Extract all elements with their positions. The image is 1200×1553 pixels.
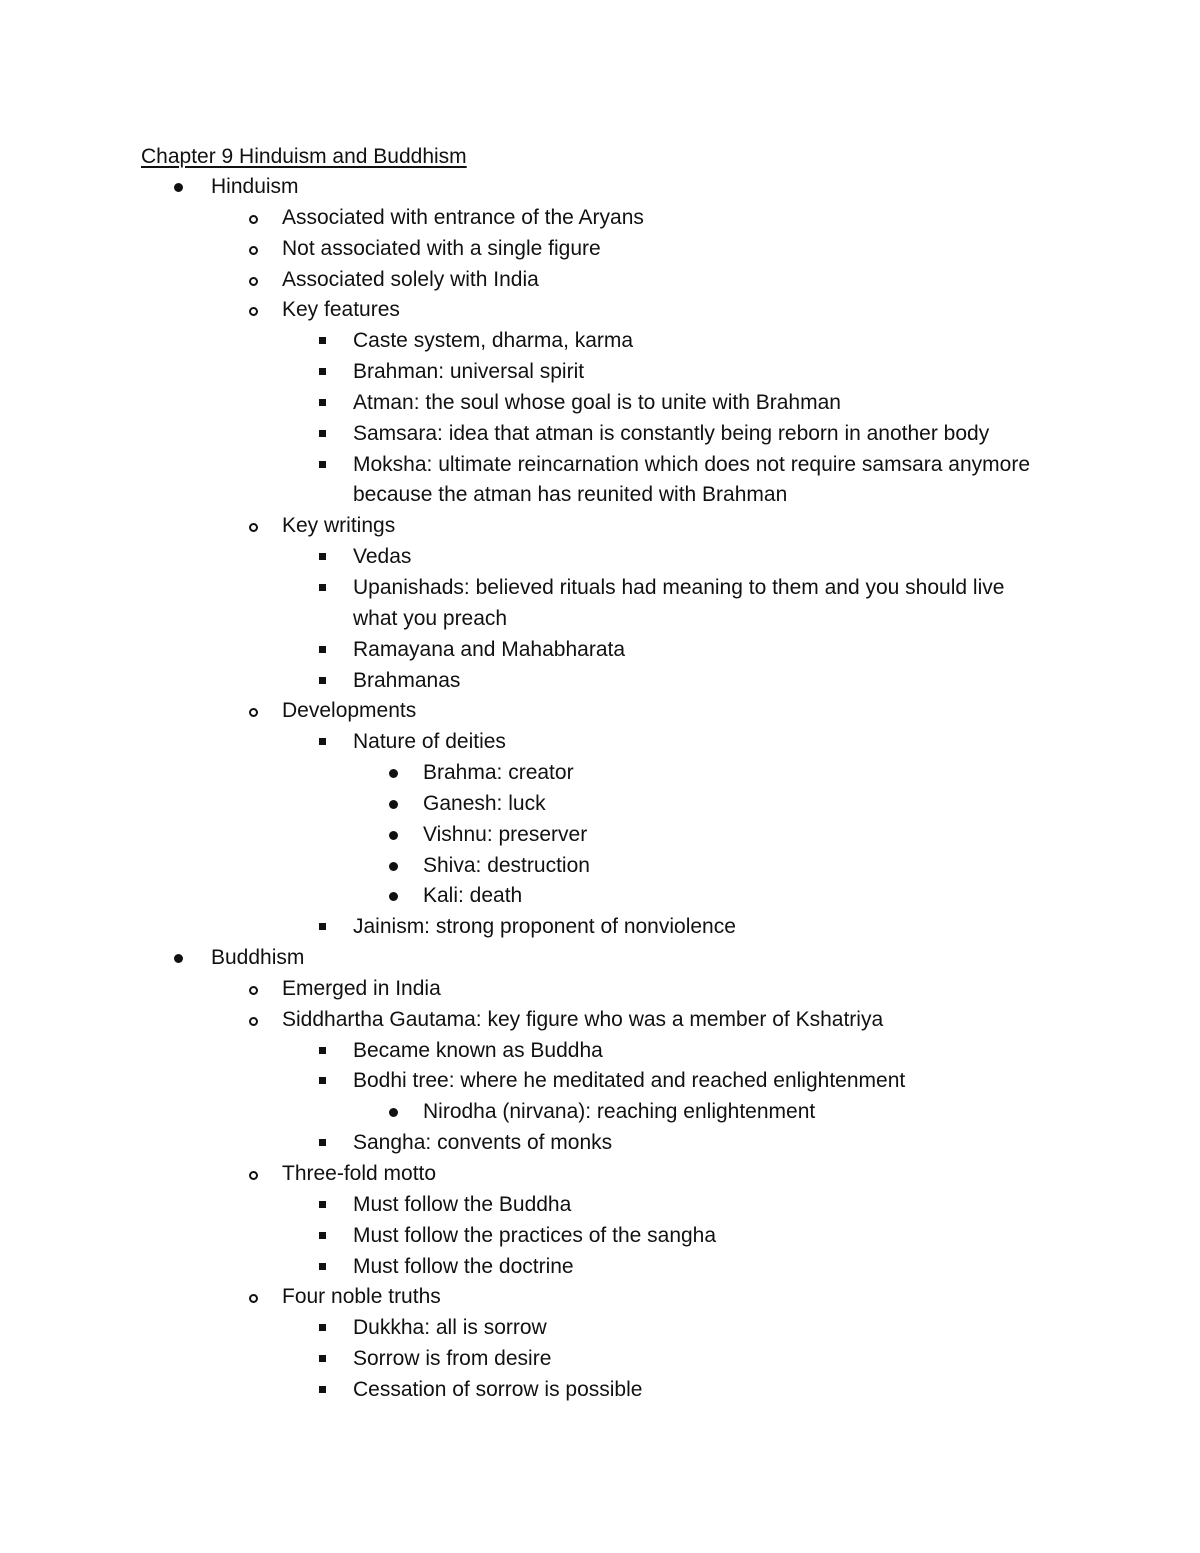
square-bullet-icon bbox=[316, 635, 336, 666]
outline-item-line: Shiva: destruction bbox=[423, 853, 590, 877]
hollow-circle-bullet-icon bbox=[246, 696, 266, 727]
outline-item-text bbox=[282, 234, 601, 265]
outline-item-line: Vedas bbox=[353, 545, 412, 569]
outline-item-line: Became known as Buddha bbox=[353, 1038, 603, 1062]
outline-item-level-3 bbox=[0, 1066, 1200, 1097]
square-bullet-icon bbox=[316, 388, 336, 419]
square-bullet-icon bbox=[316, 326, 336, 357]
outline-item-line: Brahmanas bbox=[353, 668, 461, 692]
square-bullet-icon bbox=[316, 912, 336, 943]
hollow-circle-bullet-icon bbox=[246, 203, 266, 234]
outline-item-text bbox=[353, 1344, 551, 1375]
square-bullet-icon bbox=[316, 1066, 336, 1097]
filled-circle-bullet-icon bbox=[387, 851, 407, 882]
square-bullet-icon bbox=[316, 1344, 336, 1375]
outline-item-text bbox=[353, 1313, 547, 1344]
outline-item-text bbox=[423, 1097, 815, 1128]
outline-item-line: Siddhartha Gautama: key figure who was a member of Kshatriya bbox=[282, 1007, 884, 1031]
outline-item-text bbox=[423, 881, 522, 912]
square-bullet-icon bbox=[316, 542, 336, 573]
outline-item-level-3 bbox=[0, 1190, 1200, 1221]
square-bullet-icon bbox=[316, 419, 336, 450]
outline-item-line: Kali: death bbox=[423, 884, 523, 908]
square-bullet-icon bbox=[316, 1252, 336, 1283]
outline-item-text bbox=[353, 635, 625, 666]
outline-item-line: Must follow the practices of the sangha bbox=[353, 1223, 717, 1247]
outline-item-continuation: because the atman has reunited with Brahman bbox=[353, 483, 788, 507]
square-bullet-icon bbox=[316, 1036, 336, 1067]
filled-circle-bullet-icon bbox=[172, 172, 192, 203]
filled-circle-bullet-icon bbox=[387, 1097, 407, 1128]
outline-item-line: Key writings bbox=[282, 514, 396, 538]
outline-item-line: Samsara: idea that atman is constantly being reborn in another body bbox=[353, 421, 990, 445]
outline-item-level-2 bbox=[0, 1005, 1200, 1036]
outline-item-text bbox=[423, 851, 590, 882]
outline-item-level-2 bbox=[0, 295, 1200, 326]
outline-item-text bbox=[353, 1221, 716, 1252]
square-bullet-icon bbox=[316, 1190, 336, 1221]
outline-item-text bbox=[353, 1375, 642, 1406]
outline-item-text bbox=[282, 1282, 441, 1313]
outline-item-text bbox=[353, 912, 736, 943]
outline-item-text bbox=[211, 172, 299, 203]
outline-item-level-2 bbox=[0, 974, 1200, 1005]
page-title: Chapter 9 Hinduism and Buddhism bbox=[141, 145, 467, 168]
outline-item-line: Must follow the doctrine bbox=[353, 1254, 574, 1278]
outline-item-level-3 bbox=[0, 1252, 1200, 1283]
outline-item-level-4 bbox=[0, 851, 1200, 882]
outline-item-level-2 bbox=[0, 696, 1200, 727]
filled-circle-bullet-icon bbox=[172, 943, 192, 974]
hollow-circle-bullet-icon bbox=[246, 234, 266, 265]
hollow-circle-bullet-icon bbox=[246, 1005, 266, 1036]
outline-item-line: Dukkha: all is sorrow bbox=[353, 1316, 547, 1340]
square-bullet-icon bbox=[316, 727, 336, 758]
outline-item-text bbox=[353, 1066, 905, 1097]
outline-item-level-1 bbox=[0, 943, 1200, 974]
outline-item-level-3 bbox=[0, 1128, 1200, 1159]
outline-item-text bbox=[353, 388, 841, 419]
outline-item-line: Sangha: convents of monks bbox=[353, 1131, 613, 1155]
outline-item-level-2 bbox=[0, 511, 1200, 542]
outline-item-line: Upanishads: believed rituals had meaning to them and you should live bbox=[353, 575, 1005, 599]
square-bullet-icon bbox=[316, 1313, 336, 1344]
outline-item-level-2 bbox=[0, 265, 1200, 296]
outline-item-text bbox=[353, 419, 989, 450]
outline-item-line: Moksha: ultimate reincarnation which does not require samsara anymore bbox=[353, 452, 1030, 476]
outline-item-text bbox=[423, 820, 587, 851]
outline-item-line: Vishnu: preserver bbox=[423, 822, 588, 846]
outline-item-text bbox=[282, 203, 644, 234]
outline-item-level-3 bbox=[0, 419, 1200, 450]
outline-item-level-3 bbox=[0, 542, 1200, 573]
filled-circle-bullet-icon bbox=[387, 789, 407, 820]
hollow-circle-bullet-icon bbox=[246, 265, 266, 296]
outline-item-line: Nirodha (nirvana): reaching enlightenment bbox=[423, 1100, 816, 1124]
outline-item-line: Associated solely with India bbox=[282, 267, 539, 291]
outline-item-level-4 bbox=[0, 881, 1200, 912]
square-bullet-icon bbox=[316, 666, 336, 697]
outline-item-text bbox=[353, 542, 411, 573]
outline-item-line: Nature of deities bbox=[353, 730, 506, 754]
outline-item-text bbox=[353, 1190, 571, 1221]
outline-item-line: Three-fold motto bbox=[282, 1162, 437, 1185]
outline-item-text bbox=[353, 450, 1030, 512]
outline-item-level-3 bbox=[0, 573, 1200, 635]
hollow-circle-bullet-icon bbox=[246, 1159, 266, 1190]
outline-item-text bbox=[353, 1036, 603, 1067]
hollow-circle-bullet-icon bbox=[246, 1282, 266, 1313]
outline-item-level-3 bbox=[0, 635, 1200, 666]
outline-item-line: Sorrow is from desire bbox=[353, 1347, 552, 1371]
outline-item-level-4 bbox=[0, 758, 1200, 789]
outline-item-text bbox=[353, 326, 633, 357]
hollow-circle-bullet-icon bbox=[246, 974, 266, 1005]
outline-item-level-3 bbox=[0, 357, 1200, 388]
outline-item-level-3 bbox=[0, 1344, 1200, 1375]
outline-item-text bbox=[282, 1159, 436, 1190]
outline-item-line: Jainism: strong proponent of nonviolence bbox=[353, 915, 736, 939]
square-bullet-icon bbox=[316, 573, 336, 604]
outline-item-text bbox=[282, 696, 416, 727]
outline-item-text bbox=[353, 666, 460, 697]
outline-item-text bbox=[353, 727, 506, 758]
outline-item-level-3 bbox=[0, 1313, 1200, 1344]
outline-item-level-4 bbox=[0, 820, 1200, 851]
outline-item-level-3 bbox=[0, 326, 1200, 357]
outline-item-level-3 bbox=[0, 666, 1200, 697]
hollow-circle-bullet-icon bbox=[246, 295, 266, 326]
square-bullet-icon bbox=[316, 357, 336, 388]
outline-item-text bbox=[282, 1005, 883, 1036]
outline-item-line: Bodhi tree: where he meditated and reached enlightenment bbox=[353, 1069, 906, 1093]
outline-item-level-2 bbox=[0, 234, 1200, 265]
outline-item-level-3 bbox=[0, 1221, 1200, 1252]
filled-circle-bullet-icon bbox=[387, 881, 407, 912]
outline-item-level-1 bbox=[0, 172, 1200, 203]
outline-item-line: Associated with entrance of the Aryans bbox=[282, 205, 644, 229]
outline-item-line: Hinduism bbox=[211, 175, 299, 198]
outline-item-level-3 bbox=[0, 912, 1200, 943]
outline-item-continuation: what you preach bbox=[353, 606, 508, 630]
outline-item-level-2 bbox=[0, 203, 1200, 234]
outline-item-line: Emerged in India bbox=[282, 976, 441, 1000]
outline-item-line: Ramayana and Mahabharata bbox=[353, 637, 626, 661]
outline-item-line: Cessation of sorrow is possible bbox=[353, 1377, 643, 1401]
outline-item-text bbox=[282, 511, 395, 542]
outline-item-line: Brahma: creator bbox=[423, 761, 574, 785]
outline-item-level-3 bbox=[0, 1036, 1200, 1067]
square-bullet-icon bbox=[316, 1221, 336, 1252]
outline-item-line: Four noble truths bbox=[282, 1285, 441, 1309]
outline-item-line: Must follow the Buddha bbox=[353, 1192, 572, 1216]
square-bullet-icon bbox=[316, 450, 336, 481]
outline-item-level-4 bbox=[0, 1097, 1200, 1128]
outline-item-text bbox=[282, 295, 400, 326]
outline-item-line: Brahman: universal spirit bbox=[353, 360, 585, 384]
outline-item-line: Developments bbox=[282, 699, 417, 723]
outline-item-text bbox=[211, 943, 304, 974]
square-bullet-icon bbox=[316, 1375, 336, 1406]
outline-item-level-2 bbox=[0, 1159, 1200, 1190]
outline-item-text bbox=[282, 974, 441, 1005]
outline-item-text bbox=[353, 1252, 574, 1283]
outline-item-text bbox=[282, 265, 539, 296]
square-bullet-icon bbox=[316, 1128, 336, 1159]
outline-item-line: Caste system, dharma, karma bbox=[353, 329, 634, 353]
outline-item-text bbox=[423, 758, 574, 789]
outline-item-level-3 bbox=[0, 727, 1200, 758]
filled-circle-bullet-icon bbox=[387, 758, 407, 789]
outline-item-line: Buddhism bbox=[211, 946, 305, 970]
outline-item-text bbox=[353, 1128, 612, 1159]
outline-item-level-3 bbox=[0, 1375, 1200, 1406]
hollow-circle-bullet-icon bbox=[246, 511, 266, 542]
outline-item-text bbox=[353, 573, 1004, 635]
outline-list bbox=[0, 172, 1200, 1406]
outline-item-level-4 bbox=[0, 789, 1200, 820]
outline-item-line: Ganesh: luck bbox=[423, 791, 546, 815]
outline-item-line: Not associated with a single figure bbox=[282, 236, 601, 260]
outline-item-line: Key features bbox=[282, 298, 400, 322]
outline-item-text bbox=[353, 357, 584, 388]
outline-item-level-3 bbox=[0, 388, 1200, 419]
outline-item-level-3 bbox=[0, 450, 1200, 512]
outline-item-line: Atman: the soul whose goal is to unite with Brahman bbox=[353, 390, 841, 414]
filled-circle-bullet-icon bbox=[387, 820, 407, 851]
outline-item-level-2 bbox=[0, 1282, 1200, 1313]
outline-item-text bbox=[423, 789, 546, 820]
